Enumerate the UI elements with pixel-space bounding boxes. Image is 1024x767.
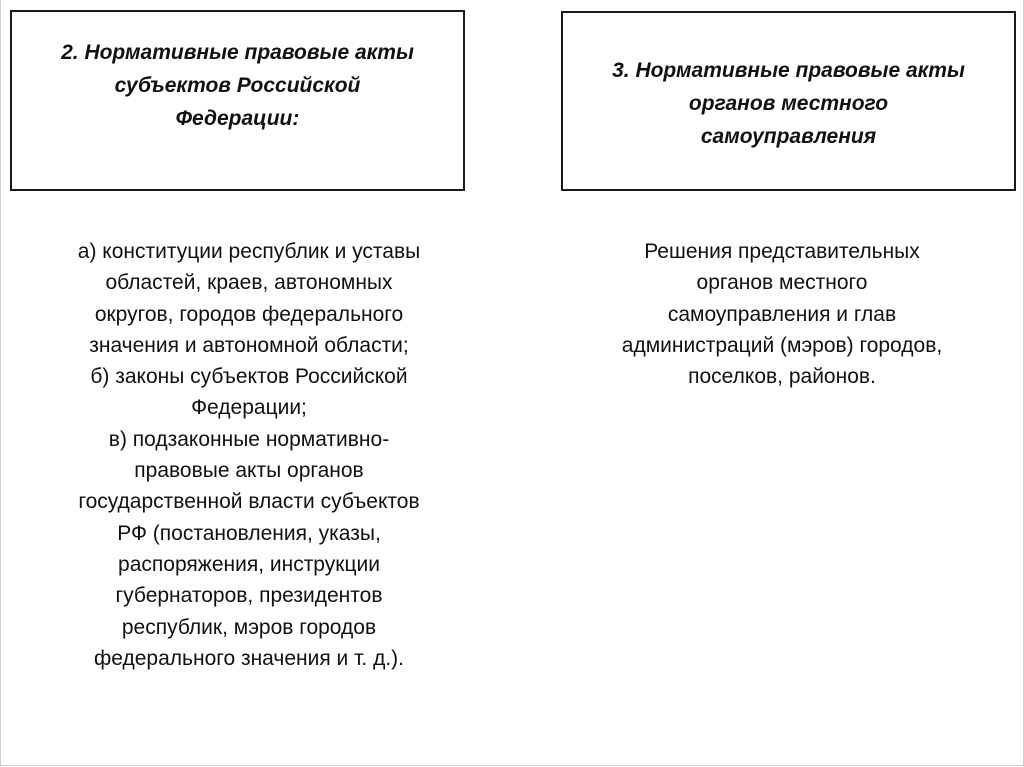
left-body-line: в) подзаконные нормативно- xyxy=(108,427,390,451)
right-body-text xyxy=(557,236,1007,392)
left-body-line: федерального значения и т. д.). xyxy=(93,646,404,670)
left-body-line: а) конституции республик и уставы xyxy=(77,240,421,263)
left-header-line: субъектов Российской xyxy=(114,74,361,97)
right-body-line: поселков, районов. xyxy=(688,365,876,389)
left-body-line: б) законы субъектов Российской xyxy=(90,365,408,389)
left-header-line: 2. Нормативные правовые акты xyxy=(61,41,414,64)
left-body-line: Федерации; xyxy=(191,396,307,420)
left-header-title xyxy=(18,36,458,135)
left-body-line: государственной власти субъектов xyxy=(78,490,420,514)
right-body-line: органов местного xyxy=(696,271,868,295)
right-body-line: самоуправления и глав xyxy=(667,302,897,326)
right-header-line: 3. Нормативные правовые акты xyxy=(612,58,965,82)
left-body-line: округов, городов федерального xyxy=(94,302,404,326)
left-body-line: республик, мэров городов xyxy=(121,615,377,639)
left-body-line: областей, краев, автономных xyxy=(105,271,393,295)
right-body-line: администраций (мэров) городов, xyxy=(621,333,943,357)
right-header-box xyxy=(561,11,1016,191)
left-body-line: РФ (постановления, указы, xyxy=(117,521,381,545)
right-body-line: Решения представительных xyxy=(644,240,920,263)
left-body-line: распоряжения, инструкции xyxy=(118,552,380,576)
left-body-line: значения и автономной области; xyxy=(89,333,409,357)
left-body-line: губернаторов, президентов xyxy=(115,584,383,608)
right-header-line: самоуправления xyxy=(700,124,877,148)
right-header-title xyxy=(569,54,1009,153)
right-header-line: органов местного xyxy=(688,91,889,115)
left-header-box xyxy=(10,10,465,191)
left-body-line: правовые акты органов xyxy=(134,459,364,483)
left-body-text xyxy=(11,236,487,674)
left-header-line: Федерации: xyxy=(175,107,300,130)
